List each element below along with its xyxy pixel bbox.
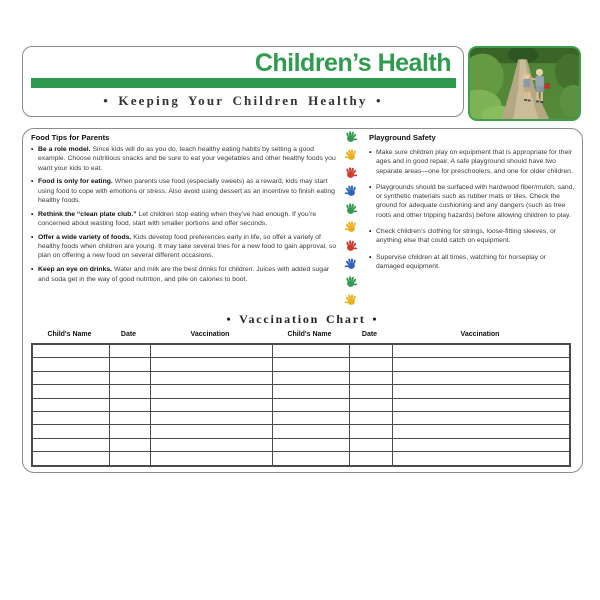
table-cell	[32, 452, 109, 466]
table-cell	[150, 398, 272, 411]
food-tip-lead: Offer a wide variety of foods.	[38, 233, 132, 241]
playground-safety-title: Playground Safety	[369, 133, 436, 142]
table-cell	[109, 358, 150, 371]
table-cell	[109, 438, 150, 451]
vaccination-column-header: Date	[361, 331, 378, 338]
table-cell	[32, 411, 109, 424]
table-row	[32, 344, 570, 358]
table-cell	[349, 385, 392, 398]
food-tips-list	[31, 145, 339, 284]
table-row	[32, 371, 570, 384]
vaccination-column-header: Child's Name	[287, 331, 332, 338]
table-cell	[272, 358, 349, 371]
table-cell	[392, 425, 570, 438]
table-cell	[109, 452, 150, 466]
vaccination-column-header: Child's Name	[47, 331, 92, 338]
table-cell	[392, 358, 570, 371]
table-cell	[109, 411, 150, 424]
table-cell	[272, 425, 349, 438]
header	[22, 46, 464, 117]
table-cell	[272, 411, 349, 424]
table-cell	[32, 385, 109, 398]
table-cell	[349, 425, 392, 438]
food-tip-item	[31, 265, 339, 284]
table-cell	[32, 438, 109, 451]
handprint-icon	[343, 273, 359, 289]
handprint-icon	[343, 129, 359, 145]
table-cell	[109, 371, 150, 384]
table-cell	[109, 344, 150, 358]
table-cell	[150, 425, 272, 438]
table-cell	[150, 452, 272, 466]
table-cell	[392, 411, 570, 424]
food-tip-text: Water and milk are the best drinks for children. Juices with added sugar and soda get in the way of good nutrition, and pile on calories to boot.	[38, 266, 330, 283]
table-cell	[109, 385, 150, 398]
table-cell	[32, 425, 109, 438]
handprint-icon	[343, 183, 359, 198]
green-divider-bar	[31, 78, 456, 88]
table-cell	[349, 344, 392, 358]
food-tip-item	[31, 233, 339, 261]
food-tips-section	[31, 133, 339, 288]
photo-illustration	[470, 48, 579, 119]
table-cell	[272, 452, 349, 466]
vaccination-table	[31, 343, 571, 467]
table-cell	[109, 398, 150, 411]
tagline: • Keeping Your Children Healthy •	[103, 93, 383, 108]
table-cell	[349, 398, 392, 411]
table-cell	[272, 398, 349, 411]
table-cell	[392, 371, 570, 384]
food-tip-item	[31, 145, 339, 173]
table-cell	[349, 438, 392, 451]
playground-safety-item: • Check children’s clothing for strings, loose-fitting sleeves, or anything else that could catch on equipment.	[369, 227, 575, 246]
table-cell	[150, 371, 272, 384]
vaccination-chart-title: • Vaccination Chart •	[226, 312, 379, 326]
playground-safety-section	[369, 133, 575, 278]
playground-safety-item: • Playgrounds should be surfaced with hardwood fiber/mulch, sand, or synthetic materials such as rubber mats or tiles. Check the ground for adequate cushioning and any dangers (such as tree roots and other tripping hazards) before allowing children to play.	[369, 183, 575, 220]
table-cell	[272, 385, 349, 398]
vaccination-column-header: Vaccination	[460, 331, 500, 338]
table-cell	[150, 344, 272, 358]
table-cell	[349, 411, 392, 424]
table-cell	[32, 398, 109, 411]
table-cell	[392, 398, 570, 411]
table-cell	[392, 438, 570, 451]
handprint-icon	[343, 219, 359, 234]
food-tip-item	[31, 210, 339, 229]
table-cell	[349, 358, 392, 371]
food-tip-text: Let children stop eating when they’ve had enough. If you’re concerned about wasting food, start with smaller portions and offer seconds.	[38, 210, 317, 228]
handprint-icon	[343, 165, 359, 181]
handprint-icon	[343, 237, 359, 253]
table-cell	[150, 438, 272, 451]
food-tip-lead: Rethink the “clean plate club.”	[38, 210, 137, 218]
table-cell	[150, 411, 272, 424]
food-tip-text: Since kids will do as you do, teach healthy eating habits by setting a good example. Choose nutritious snacks and be sure to eat your vegetables and other healthy foods you want your kids to eat.	[38, 146, 336, 172]
food-tip-text: Kids develop food preferences early in life, so offer a variety of healthy foods when children are young. It may take several tries for a new food to gain approval, so plan on offering a new food on several different occasions.	[38, 233, 337, 260]
table-row	[32, 438, 570, 451]
table-row	[32, 452, 570, 466]
table-cell	[392, 344, 570, 358]
table-cell	[349, 371, 392, 384]
food-tip-item	[31, 177, 339, 205]
page-title: Children’s Health	[254, 49, 451, 77]
table-cell	[272, 438, 349, 451]
table-cell	[32, 344, 109, 358]
table-row	[32, 425, 570, 438]
table-row	[32, 385, 570, 398]
table-cell	[109, 425, 150, 438]
table-cell	[150, 358, 272, 371]
playground-safety-item: • Supervise children at all times, watching for horseplay or damaged equipment.	[369, 253, 575, 272]
table-cell	[272, 371, 349, 384]
food-tip-lead: Be a role model.	[38, 146, 91, 153]
table-row	[32, 411, 570, 424]
handprint-icon	[343, 256, 359, 271]
food-tip-lead: Food is only for eating.	[38, 178, 113, 186]
food-tips-title: Food Tips for Parents	[31, 133, 110, 142]
food-tip-lead: Keep an eye on drinks.	[38, 266, 113, 274]
playground-safety-item: • Make sure children play on equipment that is appropriate for their ages and in good repair. A safe playground should have two separate areas—one for preschoolers, and one for older children.	[369, 148, 575, 176]
table-row	[32, 358, 570, 371]
vaccination-table-header	[31, 331, 569, 338]
table-cell	[392, 385, 570, 398]
children-walking-photo	[468, 46, 581, 121]
playground-safety-list	[369, 148, 575, 271]
table-cell	[32, 358, 109, 371]
handprint-icon	[343, 147, 359, 162]
table-cell	[32, 371, 109, 384]
table-row	[32, 398, 570, 411]
table-cell	[150, 385, 272, 398]
table-cell	[392, 452, 570, 466]
handprint-icon	[343, 201, 359, 217]
vaccination-column-header: Date	[120, 331, 137, 338]
content-panel	[22, 128, 583, 473]
vaccination-column-header: Vaccination	[190, 331, 230, 338]
food-tip-text: When parents use food (especially sweets) as a reward, kids may start using food to cope with emotions or stress. Also avoid using dessert as an incentive to finish eating healthy foods.	[38, 178, 335, 204]
table-cell	[349, 452, 392, 466]
handprint-icon	[343, 292, 359, 307]
handprints-divider	[344, 130, 362, 311]
table-cell	[272, 344, 349, 358]
